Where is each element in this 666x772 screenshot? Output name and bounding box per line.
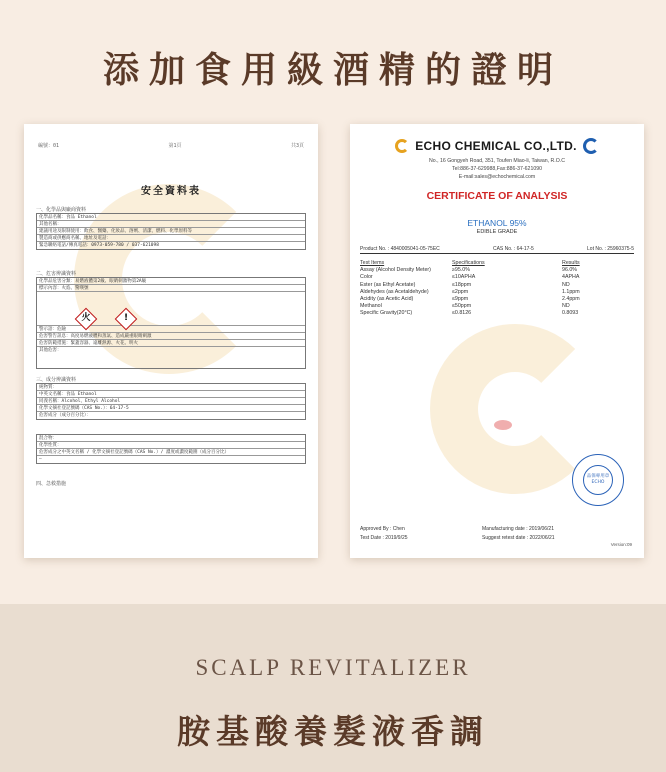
- coa-footer-row-2: [360, 535, 634, 541]
- row-spec: ≤18ppm: [452, 281, 472, 288]
- row-spec: ≤50ppm: [452, 303, 472, 310]
- sds-page-total: 共3頁: [290, 143, 304, 149]
- sds-section-3b-box: [36, 434, 306, 464]
- sds-page-header: [38, 142, 304, 149]
- stamp-text: 品保專用章: [586, 474, 610, 479]
- sds-document: [24, 124, 318, 558]
- cas-number: CAS No. : 64-17-5: [492, 246, 534, 252]
- coa-footer-row-1: [360, 526, 634, 532]
- row-result: 1.1ppm: [562, 288, 580, 295]
- sds-line: 危害成分（成分百分比）：: [39, 413, 91, 418]
- company-name: ECHO CHEMICAL CO.,LTD.: [415, 139, 577, 153]
- row-item: Aldehydes (as Acetaldehyde): [360, 288, 429, 295]
- stamp-text: ECHO: [591, 480, 605, 485]
- row-spec: ≤2ppm: [452, 288, 469, 295]
- row-item: Acidity (as Acetic Acid): [360, 295, 414, 302]
- table-row: [360, 289, 634, 296]
- row-result: 96.0%: [562, 267, 578, 274]
- company-address: No., 16 Gongyeh Road, 351, Toufen Miao-li, Taiwan, R.O.C: [429, 158, 565, 164]
- sds-signal-word: 警示語：危險: [37, 326, 305, 333]
- table-row: [360, 303, 634, 310]
- coa-document: [350, 124, 644, 558]
- row-item: Methanol: [360, 303, 382, 310]
- row-item: Color: [360, 274, 373, 281]
- row-spec: ≤9ppm: [452, 295, 469, 302]
- table-row: [360, 296, 634, 303]
- sds-line: 化學性質：: [37, 442, 305, 449]
- header-results: Results: [562, 260, 580, 266]
- table-row: [360, 267, 634, 274]
- row-result: 0.8093: [562, 310, 579, 317]
- table-header: [360, 260, 634, 267]
- row-spec: ≤10APHA: [452, 274, 476, 281]
- stamp-center: [583, 465, 613, 495]
- company-phone: Tel:886-37-629988,Fax:886-37-621090: [452, 166, 542, 172]
- sds-line: 危害防範措施：緊蓋容器、遠離熱源、火花、明火: [37, 340, 305, 347]
- echo-logo-icon: [395, 139, 409, 153]
- sds-line: 製造商或供應商名稱、地址及電話：: [37, 235, 305, 242]
- sds-line: 純物質：: [37, 384, 305, 391]
- product-number: Product No. : 4840005041-05-75EC: [360, 246, 440, 252]
- sds-section-2: 二、危害辨識資料: [36, 271, 77, 277]
- product-line-en: SCALP REVITALIZER: [195, 655, 471, 680]
- sds-line: 建議用途及限制使用：飲食、醫藥、化妝品、溶劑、清潔、燃料、化學原料等: [37, 228, 305, 235]
- flame-pictogram-icon: 火: [75, 308, 98, 331]
- sds-line: —: [39, 457, 42, 462]
- test-date: Test Date : 2019/9/25: [360, 535, 408, 541]
- row-result: ND: [562, 303, 570, 310]
- row-item: Ester (as Ethyl Acetate): [360, 281, 416, 288]
- product-id-line: [360, 246, 634, 254]
- sds-title: 安全資料表: [141, 186, 201, 197]
- row-result: ND: [562, 281, 570, 288]
- product-grade: EDIBLE GRADE: [476, 229, 518, 235]
- sds-line: 標示內容：火焰、驚嘆號: [37, 285, 305, 292]
- product-name-zh: 胺基酸養髮液香調: [177, 712, 489, 751]
- table-row: [360, 282, 634, 289]
- row-result: 2.4ppm: [562, 295, 580, 302]
- retest-date: Suggest retest date : 2022/06/21: [482, 535, 555, 541]
- sds-section-2-box: [36, 277, 306, 369]
- sds-section-3-box: [36, 383, 306, 420]
- sds-section-3: 三、成分辨識資料: [36, 377, 77, 383]
- sds-section-1-box: [36, 213, 306, 250]
- analysis-table: [360, 260, 634, 318]
- sds-line: 化學文摘社登記號碼（CAS No.）：64-17-5: [37, 405, 305, 412]
- certificate-title: CERTIFICATE OF ANALYSIS: [426, 190, 568, 202]
- sds-line: 危害警告訊息：高度易燃液體和蒸氣、造成嚴重眼睛刺激: [37, 333, 305, 340]
- approved-by: Approved By : Chen: [360, 526, 405, 532]
- sds-line: 混合物：: [37, 435, 305, 442]
- sds-section-1: 一、化學品與廠商資料: [36, 207, 87, 213]
- sds-line: 同義名稱：Alcohol、Ethyl Alcohol: [37, 398, 305, 405]
- sds-line: 中英文名稱：食品 Ethanol: [37, 391, 305, 398]
- sds-line: 緊急聯絡電話/傳真電話：0973-059-780 / 037-621098: [39, 243, 159, 248]
- manufacturing-date: Manufacturing date : 2019/06/21: [482, 526, 554, 532]
- approval-stamp: [572, 454, 624, 506]
- exclamation-pictogram-icon: !: [115, 308, 138, 331]
- coa-letterhead: [350, 138, 644, 154]
- row-spec: ≤0.8126: [452, 310, 472, 317]
- sds-line: 化學品危害分類：易燃液體第2級、眼睛刺激物第2A級: [37, 278, 305, 285]
- table-row: [360, 274, 634, 281]
- page-title: 添加食用級酒精的證明: [102, 49, 563, 91]
- row-spec: ≥95.0%: [452, 267, 470, 274]
- sds-page-number: 第1頁: [168, 143, 182, 149]
- header-test-items: Test Items: [360, 260, 385, 266]
- sds-line: 其他危害：: [39, 348, 62, 353]
- row-item: Specific Gravity(20°C): [360, 310, 413, 317]
- sds-section-4: 四、急救措施: [36, 481, 67, 487]
- lot-number: Lot No. : 25960375-5: [587, 246, 634, 252]
- company-email: E-mail:sales@echochemical.com: [458, 174, 536, 180]
- sds-line: 危害成分之中英文名稱 / 化學文摘社登記號碼（CAS No.）/ 濃度或濃度範圍（成分百分比）: [37, 449, 305, 456]
- echo-emblem-icon: [583, 138, 599, 154]
- header-specifications: Specifications: [452, 260, 485, 266]
- sds-line: 其他名稱：: [37, 221, 305, 228]
- sds-doc-number: 編號：01: [38, 143, 60, 149]
- sds-line: 化學品名稱：食品 Ethanol: [37, 214, 305, 221]
- table-row: [360, 310, 634, 317]
- row-result: 4APHA: [562, 274, 580, 281]
- watermark-dot: [494, 420, 512, 430]
- document-version: Version:09: [610, 542, 632, 547]
- row-item: Assay (Alcohol Density Meter): [360, 267, 431, 274]
- product-name: ETHANOL 95%: [467, 218, 527, 228]
